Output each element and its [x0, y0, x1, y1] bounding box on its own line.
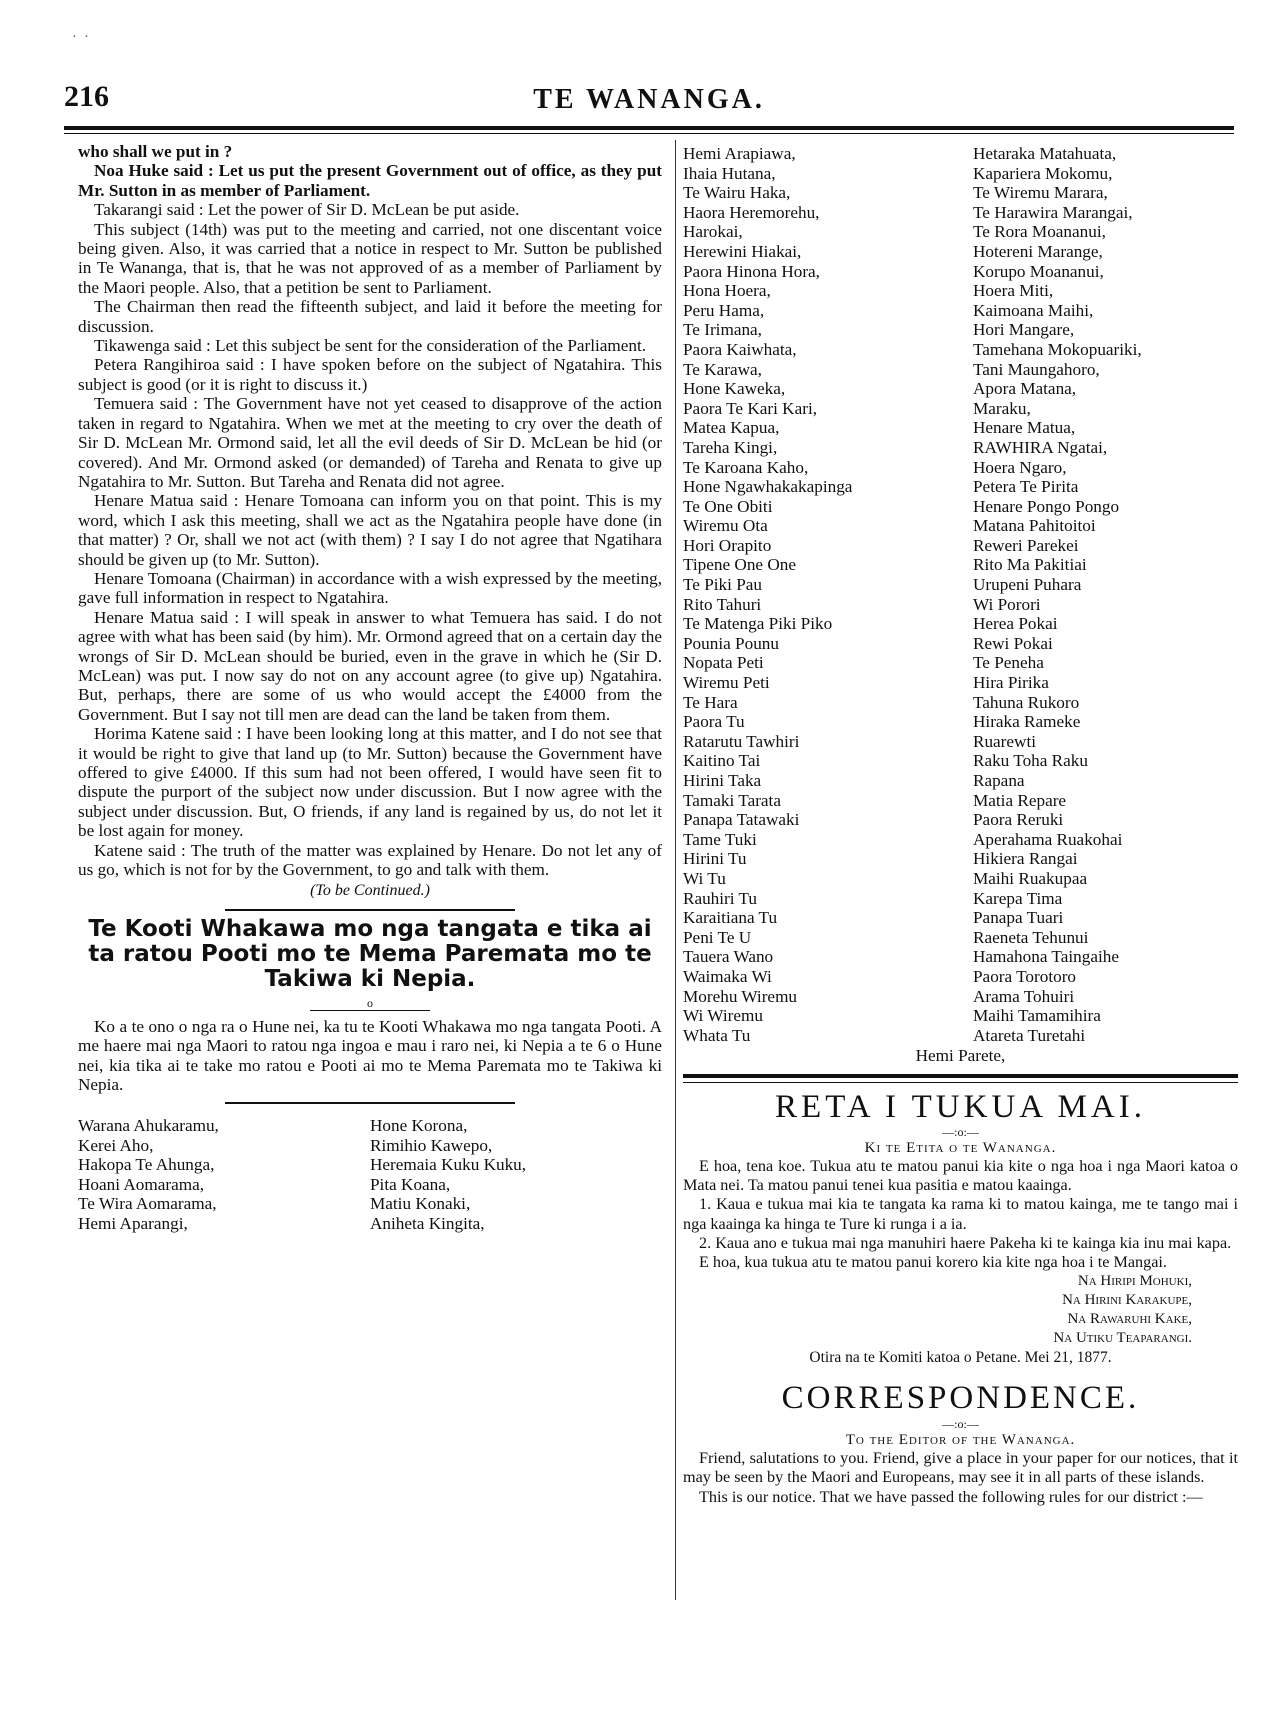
list-item: Apora Matana,	[973, 379, 1077, 399]
list-item: Ihaia Hutana,	[683, 163, 776, 183]
list-item: Rito Ma Pakitiai	[973, 555, 1087, 575]
list-item: Pita Koana,	[370, 1174, 451, 1194]
paragraph: Henare Tomoana (Chairman) in accordance with a wish expressed by the meeting, gave full information in respect to Ngatahira.	[78, 568, 662, 608]
list-item: Harokai,	[683, 222, 743, 242]
letters-subheading: Ki te Etita o te Wananga.	[864, 1139, 1057, 1156]
title-separator: o	[367, 995, 373, 1010]
list-item: Te Wairu Haka,	[683, 183, 791, 203]
list-item: Korupo Moananui,	[973, 261, 1104, 281]
paragraph: The Chairman then read the fifteenth subject, and laid it before the meeting for discussion.	[78, 297, 662, 336]
list-item: Te Peneha	[973, 653, 1044, 673]
list-item: Peni Te U	[683, 927, 752, 947]
list-item: Kapariera Mokomu,	[973, 163, 1113, 183]
list-item: Hone Korona,	[370, 1116, 468, 1136]
correspondence-paragraph: Friend, salutations to you. Friend, give a place in your paper for our notices, that it may be seen by the Maori and Europeans, may see it in all parts of these islands.	[683, 1449, 1238, 1487]
list-item: Te Harawira Marangai,	[973, 202, 1133, 222]
list-item: Haora Heremorehu,	[683, 202, 820, 222]
list-item: Matiu Konaki,	[370, 1194, 471, 1214]
print-speck: · ·	[72, 30, 91, 45]
list-item: Heremaia Kuku Kuku,	[370, 1155, 527, 1175]
left-column	[78, 142, 662, 1233]
list-item: Whata Tu	[683, 1025, 751, 1045]
list-item: Hamahona Taingaihe	[973, 947, 1119, 967]
list-item: Paora Tu	[683, 712, 745, 732]
list-item: Karaitiana Tu	[683, 908, 778, 928]
title-rule	[310, 1010, 430, 1011]
last-name: Hemi Parete,	[915, 1046, 1006, 1066]
paragraph: Horima Katene said : I have been looking long at this matter, and I do not see that it would be right to give that land up (to Mr. Sutton) because the Government have offered to give £4000. If this sum had not been offered, I would have seen fit to dispute the purport of the subject now under discussion. But I now agree with the subject under discussion. But, O friends, if any land is regained by us, do not let it be lost again for money.	[78, 724, 662, 841]
list-item: Te Wira Aomarama,	[78, 1194, 217, 1214]
letter-dateline: Otira na te Komiti katoa o Petane. Mei 21, 1877.	[809, 1349, 1112, 1367]
list-item: Wiremu Peti	[683, 673, 770, 693]
list-item: Morehu Wiremu	[683, 986, 798, 1006]
list-item: Hona Hoera,	[683, 281, 771, 301]
list-item: Henare Matua,	[973, 418, 1076, 438]
list-item: Te Matenga Piki Piko	[683, 614, 833, 634]
list-item: Hori Mangare,	[973, 320, 1075, 340]
list-item: Paora Torotoro	[973, 966, 1077, 986]
list-item: Warana Ahukaramu,	[78, 1116, 219, 1136]
page-header	[64, 80, 1234, 120]
list-item: Tareha Kingi,	[683, 437, 778, 457]
list-item: Hemi Aparangi,	[78, 1213, 188, 1233]
list-item: Ruarewti	[973, 731, 1037, 751]
list-item: Wiremu Ota	[683, 516, 768, 536]
names-list-1	[78, 1116, 370, 1233]
list-item: Hira Pirika	[973, 673, 1049, 693]
list-item: Waimaka Wi	[683, 966, 772, 986]
masthead-title: TE WANANGA.	[533, 84, 765, 115]
list-item: Hotereni Marange,	[973, 241, 1103, 261]
list-item: Maihi Ruakupaa	[973, 868, 1088, 888]
section-rule-thin	[683, 1082, 1238, 1083]
paragraph: Henare Matua said : I will speak in answer to what Temuera has said. I do not agree with what has been said (by him). Mr. Ormond agreed that on a certain day the wrongs of Sir D. McLean should be buried, even in the grave in which he (Sir D. McLean) was put. I now say do not on any account agree (to give up) Ngatahira. But, perhaps, there are some of us who would accept the £4000 from the Government. But I say not till men are dead can the land be taken from them.	[78, 607, 662, 724]
paragraph: who shall we put in ?	[78, 142, 233, 161]
section-rule	[225, 909, 515, 911]
paragraph: Noa Huke said : Let us put the present Government out of office, as they put Mr. Sutton in as member of Parliament.	[78, 161, 662, 200]
letter-paragraph: E hoa, kua tukua atu te matou panui korero kia kite nga hoa i te Mangai.	[699, 1252, 1167, 1271]
list-item: Rito Tahuri	[683, 594, 762, 614]
column-separator	[675, 140, 676, 1600]
list-item: Paora Reruki	[973, 810, 1064, 830]
list-item: Rauhiri Tu	[683, 888, 758, 908]
header-rule-thin	[64, 133, 1234, 134]
list-item: Te Irimana,	[683, 320, 762, 340]
to-be-continued: (To be Continued.)	[310, 882, 430, 900]
letters-title: RETA I TUKUA MAI.	[775, 1088, 1146, 1125]
list-item: Tamaki Tarata	[683, 790, 781, 810]
list-item: Tame Tuki	[683, 829, 757, 849]
list-item: Hoani Aomarama,	[78, 1174, 205, 1194]
correspondence-subheading: To the Editor of the Wananga.	[845, 1432, 1076, 1449]
list-item: Tauera Wano	[683, 947, 774, 967]
list-item: Hemi Arapiawa,	[683, 144, 796, 163]
list-item: Te Hara	[683, 692, 738, 712]
list-item: Panapa Tuari	[973, 908, 1064, 928]
list-item: Paora Te Kari Kari,	[683, 398, 818, 418]
list-item: Rimihio Kawepo,	[370, 1135, 493, 1155]
list-item: Reweri Parekei	[973, 535, 1079, 555]
signature: Na Rawaruhi Kake,	[1067, 1311, 1192, 1328]
paragraph: This subject (14th) was put to the meeting and carried, not one discentant voice being given. Also, it was carried that a notice in respect to Mr. Sutton be published in Te Wananga, that is, that he was not approved of as a member of Parliament by the Maori people. Also, that a petition be sent to Parliament.	[78, 219, 662, 297]
list-item: Te One Obiti	[683, 496, 773, 516]
section-rule-thick	[683, 1074, 1238, 1078]
list-item: Hirini Tu	[683, 849, 747, 869]
list-item: Kaitino Tai	[683, 751, 761, 771]
list-item: Maihi Tamamihira	[973, 1006, 1101, 1026]
list-item: RAWHIRA Ngatai,	[973, 437, 1108, 457]
paragraph: Henare Matua said : Henare Tomoana can inform you on that point. This is my word, which I ask this meeting, shall we act as the Ngatahira people have done (in that matter) ? Or, shall we not act (with them) ? I say I do not agree that Ngatihara should be given up (to Mr. Sutton).	[78, 491, 662, 569]
list-item: Panapa Tatawaki	[683, 810, 800, 830]
list-item: Hone Kaweka,	[683, 379, 786, 399]
list-item: Pounia Pounu	[683, 633, 779, 653]
names-rule	[225, 1102, 515, 1104]
list-item: Karepa Tima	[973, 888, 1063, 908]
list-item: Tipene One One	[683, 555, 796, 575]
list-item: Herea Pokai	[973, 614, 1058, 634]
list-item: Wi Wiremu	[683, 1006, 763, 1026]
list-item: Hori Orapito	[683, 535, 772, 555]
list-item: Rewi Pokai	[973, 633, 1053, 653]
paragraph: Takarangi said : Let the power of Sir D. McLean be put aside.	[94, 200, 520, 220]
list-item: Rapana	[973, 771, 1025, 790]
list-item: Atareta Turetahi	[973, 1025, 1086, 1045]
list-item: Hoera Miti,	[973, 281, 1054, 301]
names-list-right-1	[683, 144, 973, 1045]
paragraph: Katene said : The truth of the matter was explained by Henare. Do not let any of us go, which is not for by the Government, to go and talk with them.	[78, 840, 662, 880]
letter-paragraph: 1. Kaua e tukua mai kia te tangata ka rama ki to matou kainga, me te tango mai i nga kaainga ka hinga te Ture ki runga i a ia.	[683, 1195, 1238, 1233]
list-item: Raku Toha Raku	[973, 751, 1088, 771]
list-item: Nopata Peti	[683, 653, 764, 673]
list-item: Herewini Hiakai,	[683, 241, 802, 261]
list-item: Te Karoana Kaho,	[683, 457, 809, 477]
page-number: 216	[64, 80, 109, 113]
correspondence-title: CORRESPONDENCE.	[781, 1380, 1140, 1417]
name-lists	[683, 144, 1238, 1045]
list-item: Hirini Taka	[683, 771, 762, 790]
letter-paragraph: E hoa, tena koe. Tukua atu te matou panui kia kite o nga hoa i nga Maori katoa o Mata nei. Ta matou panui tenei kua pasitia e matou kaainga.	[683, 1156, 1238, 1195]
list-item: Wi Tu	[683, 868, 726, 888]
correspondence-separator: —:o:—	[942, 1417, 979, 1432]
letters-separator: —:o:—	[942, 1124, 979, 1139]
signature: Na Hirini Karakupe,	[1062, 1292, 1192, 1309]
paragraph: Petera Rangihiroa said : I have spoken before on the subject of Ngatahira. This subject is good (or it is right to discuss it.)	[78, 355, 662, 394]
correspondence-paragraph: This is our notice. That we have passed the following rules for our district :—	[699, 1487, 1203, 1506]
list-item: Aniheta Kingita,	[370, 1213, 485, 1233]
paragraph: Tikawenga said : Let this subject be sent for the consideration of the Parliament.	[94, 336, 647, 356]
list-item: Aperahama Ruakohai	[973, 829, 1123, 849]
voter-names	[78, 1116, 662, 1233]
list-item: Hone Ngawhakakapinga	[683, 477, 853, 497]
paragraph: Temuera said : The Government have not yet ceased to disapprove of the action taken in regard to Ngatahira. When we met at the meeting to cry over the death of Sir D. McLean Mr. Ormond said, let all the evil deeds of Sir D. McLean be hid (or covered). And Mr. Ormond asked (or demanded) of Tareha and Renata to give up Ngatahira to Mr. Sutton. But Tareha and Renata did not agree.	[78, 394, 662, 491]
list-item: Matana Pahitoitoi	[973, 516, 1096, 536]
list-item: Peru Hama,	[683, 300, 765, 320]
list-item: Matea Kapua,	[683, 418, 780, 438]
names-list-right-2	[973, 144, 1238, 1045]
list-item: Tani Maungahoro,	[973, 359, 1100, 379]
list-item: Te Rora Moananui,	[973, 222, 1106, 242]
list-item: Raeneta Tehunui	[973, 927, 1089, 947]
list-item: Te Karawa,	[683, 359, 762, 379]
list-item: Paora Hinona Hora,	[683, 261, 820, 281]
list-item: Hikiera Rangai	[973, 849, 1078, 869]
list-item: Petera Te Pirita	[973, 477, 1079, 497]
list-item: Kerei Aho,	[78, 1135, 154, 1155]
list-item: Te Wiremu Marara,	[973, 183, 1108, 203]
list-item: Te Piki Pau	[683, 575, 763, 595]
list-item: Hakopa Te Ahunga,	[78, 1155, 215, 1175]
list-item: Urupeni Puhara	[973, 575, 1082, 595]
names-list-2	[370, 1116, 662, 1233]
list-item: Maraku,	[973, 398, 1031, 418]
letter-paragraph: 2. Kaua ano e tukua mai nga manuhiri haere Pakeha ki te kainga kia inu mai kapa.	[699, 1233, 1232, 1252]
list-item: Kaimoana Maihi,	[973, 300, 1094, 320]
list-item: Hetaraka Matahuata,	[973, 144, 1117, 163]
right-column	[683, 144, 1238, 1507]
list-item: Henare Pongo Pongo	[973, 496, 1120, 516]
article-title: Te Kooti Whakawa mo nga tangata e tika ai ta ratou Pooti mo te Mema Paremata mo te Takiwa ki Nepia.	[88, 915, 652, 992]
list-item: Arama Tohuiri	[973, 986, 1075, 1006]
header-rule-thick	[64, 126, 1234, 130]
list-item: Tamehana Mokopuariki,	[973, 339, 1142, 359]
list-item: Tahuna Rukoro	[973, 692, 1080, 712]
list-item: Ratarutu Tawhiri	[683, 731, 800, 751]
list-item: Hiraka Rameke	[973, 712, 1081, 732]
signature: Na Hiripi Mohuki,	[1077, 1273, 1192, 1290]
list-item: Wi Porori	[973, 594, 1041, 614]
list-item: Hoera Ngaro,	[973, 457, 1067, 477]
list-item: Paora Kaiwhata,	[683, 339, 797, 359]
signature: Na Utiku Teaparangi.	[1053, 1330, 1192, 1347]
list-item: Matia Repare	[973, 790, 1067, 810]
article-body: Ko a te ono o nga ra o Hune nei, ka tu te Kooti Whakawa mo nga tangata Pooti. A me haere mai nga Maori to ratou nga ingoa e mau i raro nei, ki Nepia a te 6 o Hune nei, kia tika ai te take mo ratou e Pooti ai mo te Mema Paremata mo te Takiwa ki Nepia.	[78, 1016, 662, 1095]
